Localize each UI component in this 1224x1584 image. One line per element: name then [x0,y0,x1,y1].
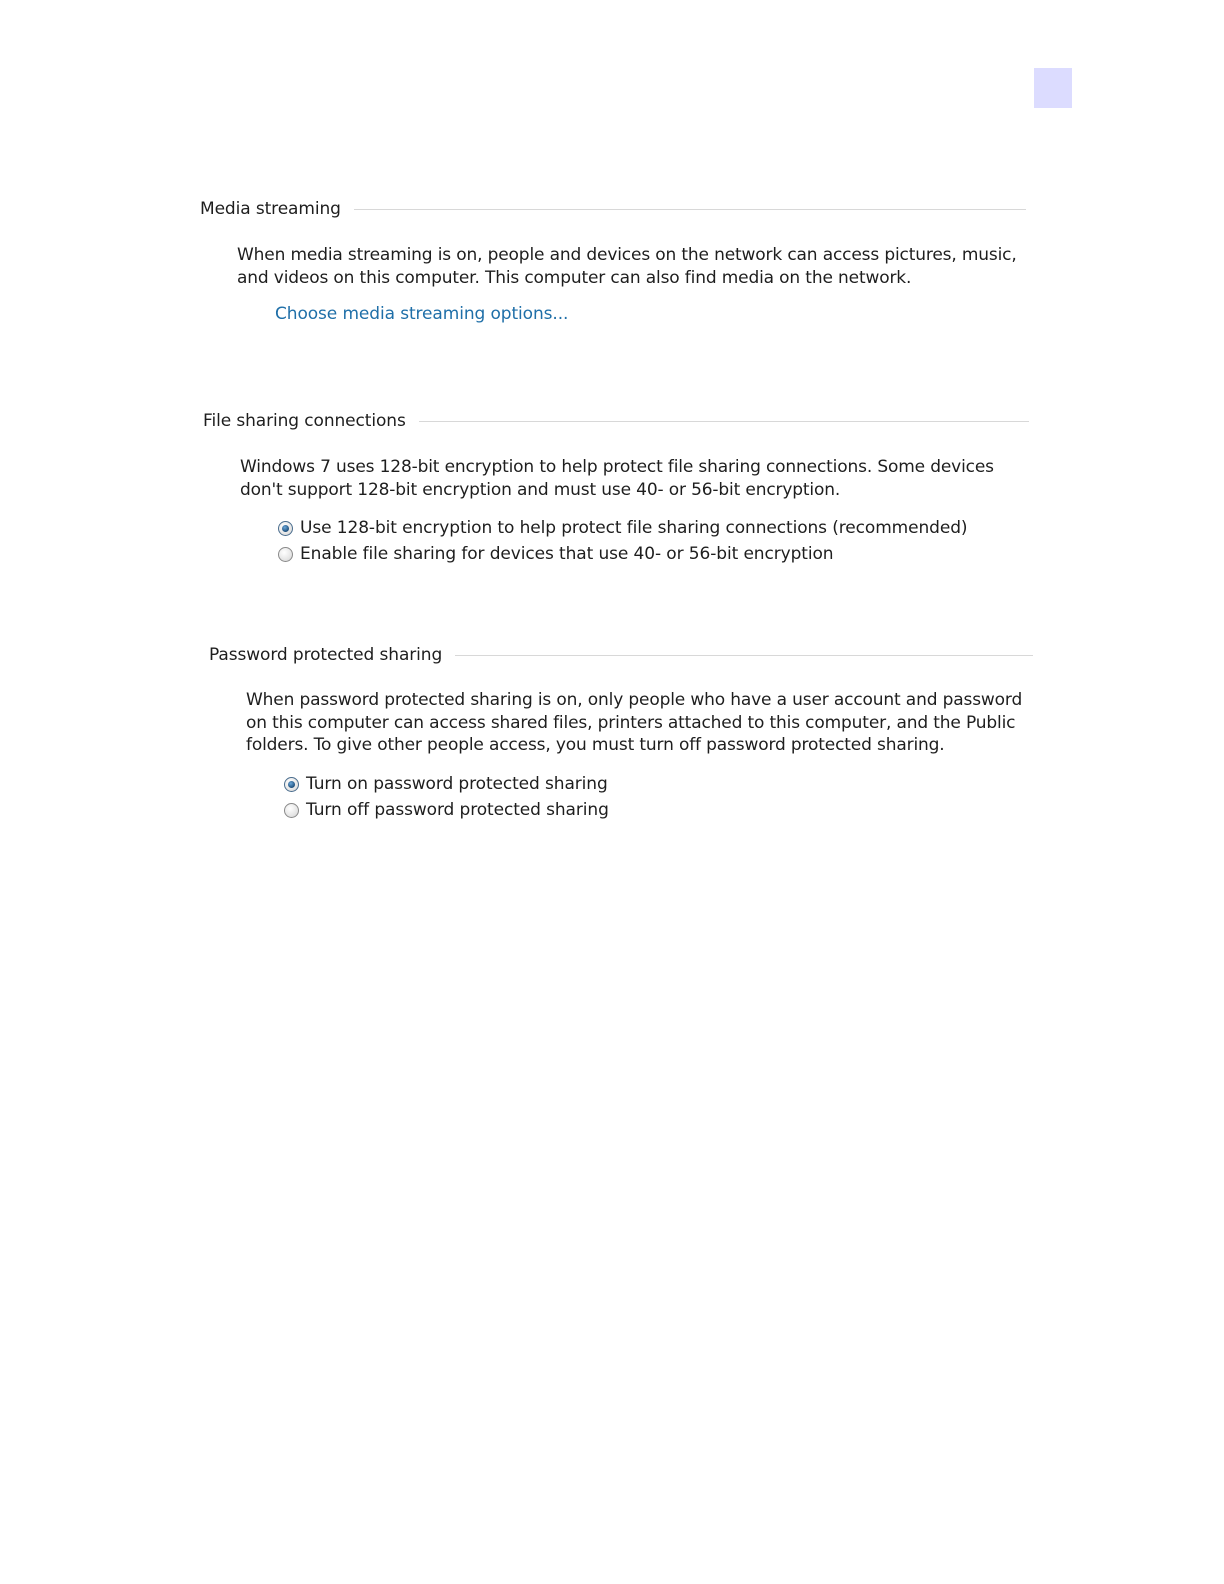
media-streaming-title: Media streaming [200,199,341,219]
file-sharing-section [203,409,1029,433]
radio-label: Turn off password protected sharing [306,800,609,820]
radio-button-unchecked[interactable] [284,803,299,818]
file-sharing-title: File sharing connections [203,411,406,431]
radio-button-checked[interactable] [284,777,299,792]
radio-40-56-bit-encryption[interactable] [278,542,833,566]
choose-media-streaming-options-link[interactable]: Choose media streaming options... [275,304,569,324]
file-sharing-header [203,409,1029,433]
password-sharing-description: When password protected sharing is on, only people who have a user account and password on this computer can access shared files, printers attached to this computer, and the Public folders. To give other people access, you must turn off password protected sharing. [246,690,1023,755]
radio-button-unchecked[interactable] [278,547,293,562]
media-streaming-section [200,197,1026,221]
radio-label: Use 128-bit encryption to help protect file sharing connections (recommended) [300,518,968,538]
radio-dot [282,525,289,532]
section-divider [419,421,1029,422]
password-sharing-title: Password protected sharing [209,645,443,665]
media-streaming-description: When media streaming is on, people and devices on the network can access pictures, music, and videos on this computer. This computer can also find media on the network. [237,245,1017,288]
password-sharing-header [209,643,1033,667]
radio-label: Turn on password protected sharing [306,774,608,794]
page-corner-marker [1034,68,1072,108]
section-divider [455,655,1033,656]
password-sharing-section [209,643,1033,667]
radio-label: Enable file sharing for devices that use 40- or 56-bit encryption [300,544,834,564]
radio-128-bit-encryption[interactable] [278,516,967,540]
radio-button-checked[interactable] [278,521,293,536]
radio-turn-on-password-sharing[interactable] [284,772,608,796]
file-sharing-description: Windows 7 uses 128-bit encryption to help protect file sharing connections. Some devices don't support 128-bit encryption and must use 40- or 56-bit encryption. [240,457,994,500]
radio-dot [288,781,295,788]
section-divider [354,209,1026,210]
media-streaming-header [200,197,1026,221]
radio-turn-off-password-sharing[interactable] [284,798,609,822]
